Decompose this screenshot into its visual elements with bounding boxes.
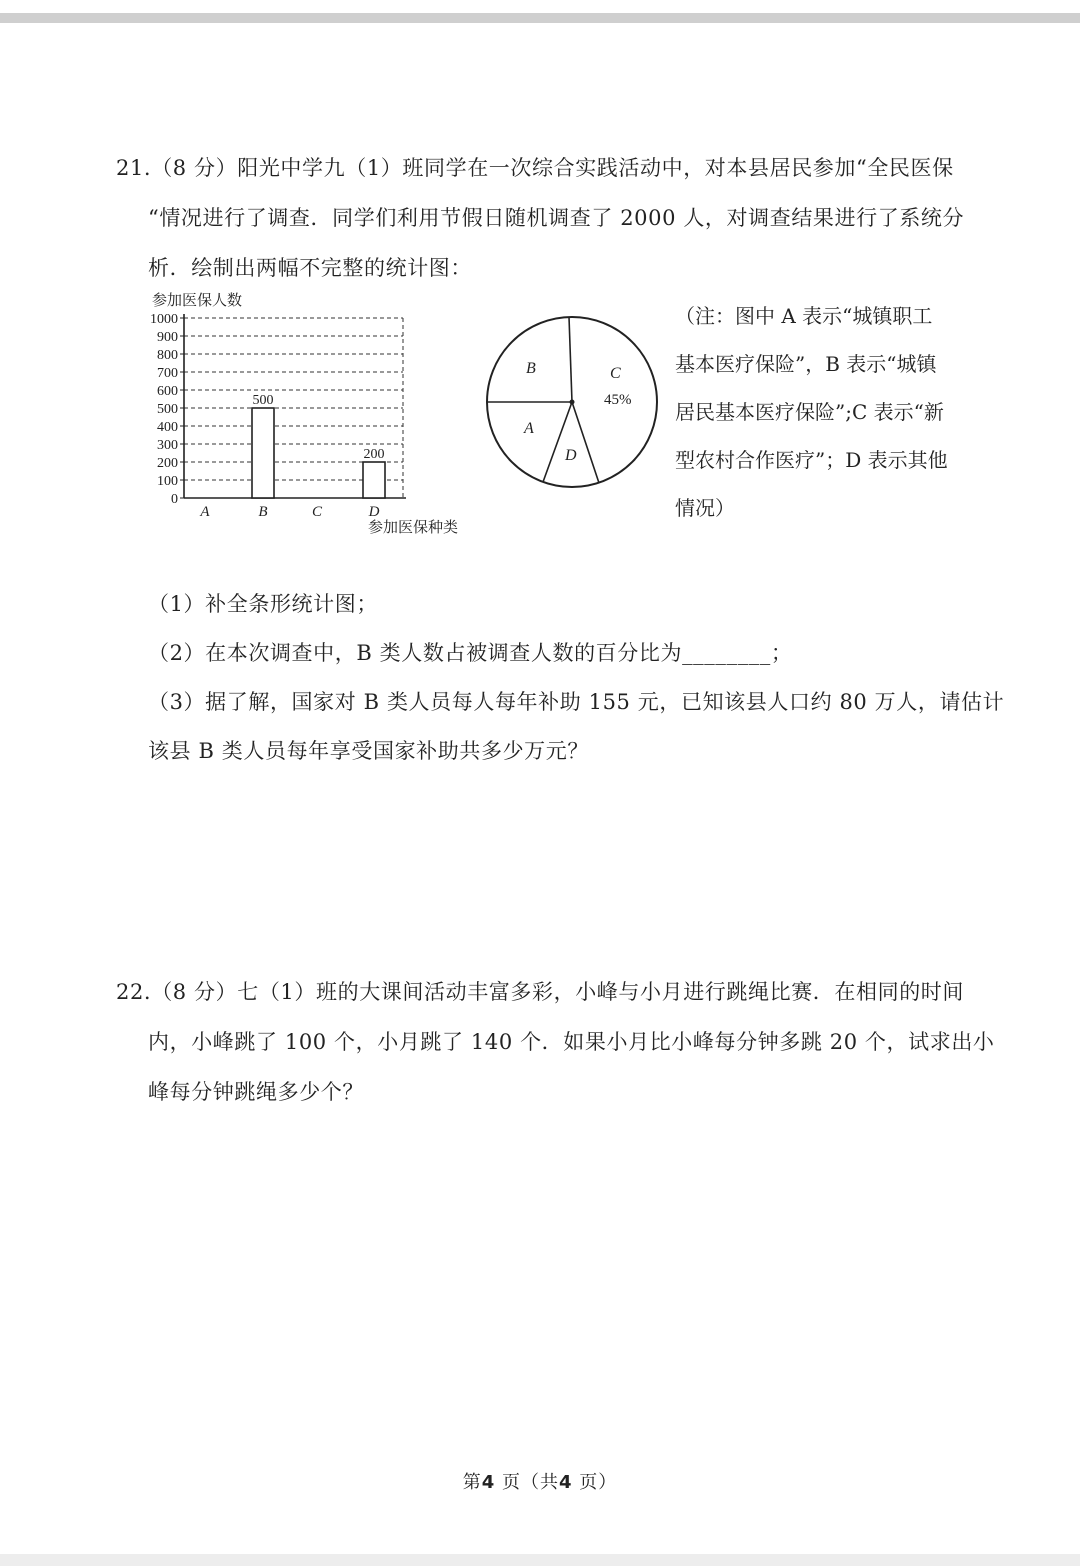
chart-note-line: 情况） — [675, 496, 735, 520]
chart-note — [675, 292, 948, 532]
pie-divider-d-a — [543, 402, 572, 482]
pie-slice-label-c: C — [610, 365, 621, 382]
current-page-number: 4 — [481, 1472, 496, 1493]
chart-note-line: 基本医疗保险”，B 表示“城镇 — [675, 352, 937, 376]
pie-divider-b-c — [569, 317, 572, 402]
bar-chart-y-tick-label: 100 — [157, 474, 178, 489]
chart-note-line: 居民基本医疗保险”;C 表示“新 — [675, 400, 944, 424]
bar-chart-y-tick-label: 1000 — [150, 312, 178, 327]
question-21-line-2: “情况进行了调查．同学们利用节假日随机调查了 2000 人，对调查结果进行了系统分 — [148, 206, 965, 230]
question-21-line-1: 21.（8 分）阳光中学九（1）班同学在一次综合实践活动中，对本县居民参加“全民医保 — [116, 156, 954, 180]
question-21-sub-1: （1）补全条形统计图； — [148, 592, 378, 616]
pie-slice-label-d: D — [565, 447, 577, 464]
bar-chart-y-tick-label: 600 — [157, 384, 178, 399]
page-top-edge — [0, 13, 1080, 23]
question-22-line-2: 内，小峰跳了 100 个，小月跳了 140 个．如果小月比小峰每分钟多跳 20 个，试求出小 — [148, 1030, 995, 1054]
chart-note-line: （注：图中 A 表示“城镇职工 — [675, 304, 933, 328]
question-22-line-1: 22.（8 分）七（1）班的大课间活动丰富多彩，小峰与小月进行跳绳比赛．在相同的时间 — [116, 980, 964, 1004]
bar-chart-bar — [363, 462, 385, 498]
question-21-line-3: 析．绘制出两幅不完整的统计图： — [148, 256, 472, 280]
bar-chart-y-tick-label: 200 — [157, 456, 178, 471]
total-page-number: 4 — [559, 1472, 573, 1493]
pie-divider-c-d — [572, 402, 599, 483]
bar-chart-category-label: C — [311, 504, 323, 520]
pie-slice-label-b: B — [526, 360, 536, 377]
bar-chart-y-tick-label: 900 — [157, 330, 178, 345]
pie-center-dot — [570, 400, 575, 405]
bar-chart-bar — [252, 408, 274, 498]
bar-chart-y-tick-label: 500 — [157, 402, 178, 417]
bar-chart-y-tick-label: 700 — [157, 366, 178, 381]
question-22-line-3: 峰每分钟跳绳多少个？ — [148, 1080, 364, 1104]
bar-chart-y-tick-label: 0 — [171, 492, 178, 507]
page-footer: 第4 页（共4 页） — [462, 1472, 618, 1493]
bar-chart-data-label: 500 — [252, 393, 274, 408]
chart-note-line: 型农村合作医疗”；D 表示其他 — [675, 448, 948, 472]
bar-chart-category-label: A — [200, 504, 210, 520]
pie-chart — [480, 310, 664, 494]
bar-chart-category-label: B — [258, 504, 268, 520]
question-21-sub-3: （3）据了解，国家对 B 类人员每人每年补助 155 元，已知该县人口约 80 万人，请估计 — [148, 690, 1005, 714]
question-21-sub-2: （2）在本次调查中，B 类人数占被调查人数的百分比为________； — [148, 641, 793, 665]
bar-chart — [140, 286, 480, 542]
bar-chart-category-label: D — [368, 504, 380, 520]
page-bottom-edge — [0, 1554, 1080, 1566]
pie-slice-label-a: A — [524, 420, 534, 437]
bar-chart-y-tick-label: 400 — [157, 420, 178, 435]
bar-chart-y-tick-label: 300 — [157, 438, 178, 453]
question-21-sub-3-cont: 该县 B 类人员每年享受国家补助共多少万元？ — [148, 739, 589, 763]
bar-chart-data-label: 200 — [363, 447, 385, 462]
bar-chart-xlabel: 参加医保种类 — [368, 520, 459, 536]
pie-slice-percent-c: 45% — [604, 392, 632, 408]
bar-chart-y-tick-label: 800 — [157, 348, 178, 363]
bar-chart-ylabel: 参加医保人数 — [152, 293, 243, 309]
